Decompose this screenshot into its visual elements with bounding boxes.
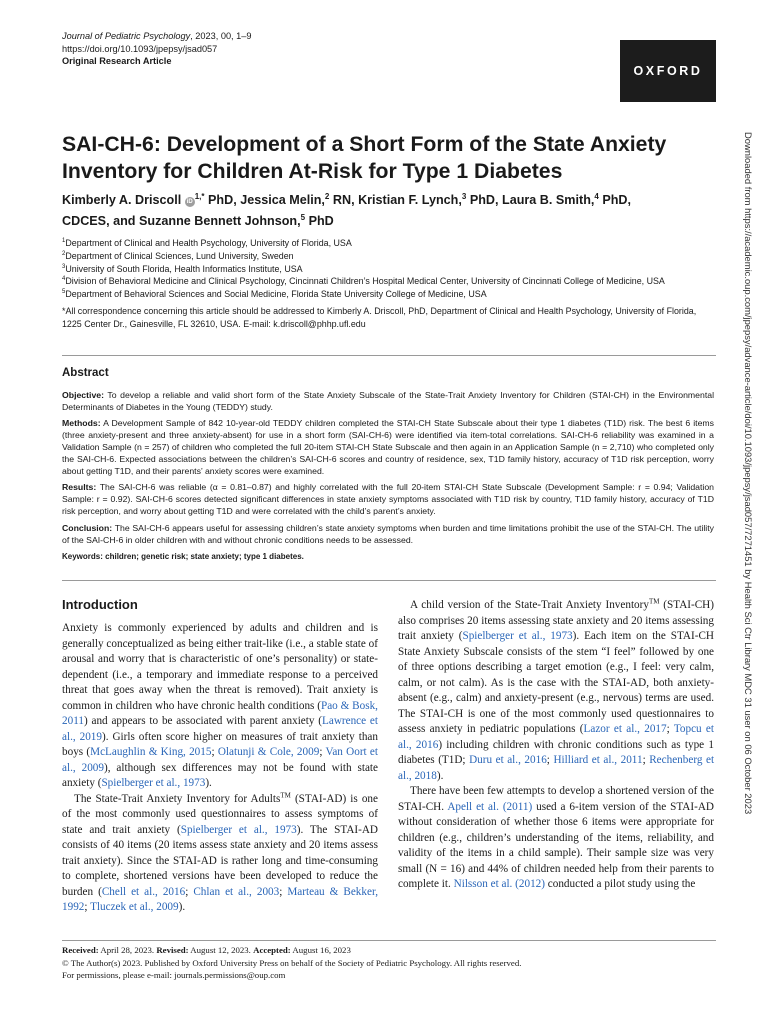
results-label: Results:: [62, 482, 97, 493]
affiliation-item: [62, 250, 712, 263]
author-degree: PhD,: [204, 193, 241, 207]
affiliation-number: 3: [62, 263, 66, 270]
citation-link[interactable]: Hilliard et al., 2011: [553, 754, 643, 766]
page-title: SAI-CH-6: Development of a Short Form of the State Anxiety Inventory for Children At-Risk for Type 1 Diabetes: [62, 133, 667, 183]
affiliation-text: University of South Florida, Health Informatics Institute, USA: [65, 263, 303, 274]
keywords-text: children; genetic risk; state anxiety; type 1 diabetes.: [102, 552, 304, 562]
objective-text: To develop a reliable and valid short form of the State Anxiety Subscale of the State-Trait Anxiety Inventory for Children (STAI-CH) in the Environmental Determinants of Diabetes in the Young (TEDDY) study.: [62, 389, 714, 412]
citation-link[interactable]: Lawrence et al., 2019: [62, 715, 378, 743]
author-name[interactable]: Suzanne Bennett Johnson,: [138, 214, 301, 228]
body-text: ;: [211, 746, 218, 758]
divider: [62, 580, 716, 581]
body-text: ;: [319, 746, 326, 758]
author-degree: RN,: [329, 193, 359, 207]
author-superscript: 4: [594, 191, 599, 201]
affiliation-number: 4: [62, 276, 66, 283]
affiliations: [62, 237, 712, 331]
author-superscript: 2: [324, 191, 330, 201]
citation-link[interactable]: Topcu et al., 2016: [398, 723, 714, 751]
citation-link[interactable]: Rechenberg et al., 2018: [398, 754, 715, 782]
received-date: April 28, 2023.: [98, 945, 157, 955]
citation-link[interactable]: Olatunji & Cole, 2009: [217, 746, 320, 758]
citation-link[interactable]: Nilsson et al. (2012): [453, 878, 545, 890]
divider: [62, 355, 716, 356]
body-text: (STAI-AD) is one of the most commonly used questionnaires to assess symptoms of state and trait anxiety (: [62, 792, 378, 836]
journal-citation: , 2023, 00, 1–9: [190, 31, 252, 41]
affiliation-item: [62, 237, 712, 250]
methods-label: Methods:: [62, 418, 101, 429]
abstract-objective: [62, 390, 714, 414]
results-text: The SAI-CH-6 was reliable (α = 0.81–0.87) and highly correlated with the full 20-item STAI-CH State Subscale (Development Sample: r = 0.94; Validation Sample: r = 0.92). SAI-CH-6 scores detected significant differences in state anxiety symptoms associated with T1D risk by country, T1D family history, accuracy of T1D risk perception, and worry about getting T1D and were correlated with the child’s parent’s anxiety.: [62, 482, 714, 516]
trademark-mark: TM: [280, 790, 291, 799]
citation-link[interactable]: McLaughlin & King, 2015: [90, 746, 212, 758]
affiliation-number: 5: [62, 289, 66, 296]
doi-link[interactable]: https://doi.org/10.1093/jpepsy/jsad057: [62, 43, 218, 54]
citation-link[interactable]: Chlan et al., 2003: [193, 885, 280, 898]
conclusion-text: The SAI-CH-6 appears useful for assessing children’s state anxiety symptoms when burden and time limitations prohibit the use of the STAI-CH. The utility of the SAI-CH-6 in older children with and without chronic conditions needs to be assessed.: [62, 522, 714, 545]
author-superscript: 3: [461, 191, 467, 201]
body-text: ) and appears to be associated with parent anxiety (: [83, 715, 323, 727]
body-text: ;: [642, 754, 650, 766]
permissions-line: For permissions, please e-mail: journals.permissions@oup.com: [62, 970, 286, 980]
body-text: ;: [279, 885, 288, 898]
accepted-date: August 16, 2023: [290, 945, 351, 955]
abstract-results: [62, 482, 714, 517]
affiliation-item: [62, 263, 712, 276]
paragraph: [62, 621, 378, 792]
section-heading-introduction: Introduction: [62, 597, 138, 612]
author-degree: CDCES, and: [62, 214, 139, 228]
author-degree: PhD,: [466, 193, 503, 207]
body-text: (STAI-CH) also comprises 20 items assessing state anxiety and 20 items assessing trait anxiety (: [398, 599, 714, 642]
body-text: conducted a pilot study using the: [544, 878, 696, 890]
revised-date: August 12, 2023.: [188, 945, 254, 955]
journal-header: [62, 30, 252, 68]
affiliation-text: Department of Clinical Sciences, Lund University, Sweden: [65, 250, 294, 261]
citation-link[interactable]: Spielberger et al., 1973: [462, 630, 573, 642]
orcid-icon[interactable]: iD: [186, 199, 193, 205]
paragraph: [398, 784, 714, 893]
author-degree: PhD,: [598, 193, 632, 207]
paragraph: [398, 598, 714, 784]
affiliation-item: [62, 275, 712, 288]
body-text: ). Girls often score higher on measures of trait anxiety than boys (: [62, 730, 378, 758]
citation-link[interactable]: Lazor et al., 2017: [583, 723, 667, 735]
body-text: Anxiety is commonly experienced by adults and children and is generally conceptualized as being either trait-like (i.e., a stable state of arousal and worry that is characteristic of one’s personality) or state-dependent (i.e., a temporary and immediate response to a perceived threat that goes away when the threat is removed). Trait anxiety is common in children who have chronic health conditions (: [62, 622, 378, 712]
body-text: ), although sex differences may not be found with state anxiety (: [62, 761, 379, 789]
body-text: ).: [178, 901, 186, 913]
body-text: ). Each item on the STAI-CH State Anxiety Subscale consists of the stem “I feel” followed by one of three options describing a target emotion (e.g., I feel: very calm, calm, or not calm). As is the case with the STAI-AD, both anxiety-absent (e.g., calm) and anxiety-present (e.g., nervous) terms are used. The STAI-CH is one of the most commonly used questionnaires to assess anxiety in pediatric populations (: [398, 630, 714, 735]
author-degree: PhD: [305, 214, 334, 228]
affiliation-item: [62, 288, 712, 301]
affiliation-text: Department of Behavioral Sciences and Social Medicine, Florida State University College of Medicine, USA: [65, 289, 487, 300]
affiliation-text: Division of Behavioral Medicine and Clinical Psychology, Cincinnati Children’s Hospital Medical Center, University of Cincinnati College of Medicine, USA: [65, 276, 665, 287]
methods-text: A Development Sample of 842 10-year-old TEDDY children completed the STAI-CH State Subscale about their type 1 diabetes (T1D) risk. The best 6 items (three anxiety-present and three anxiety-absent) for use in a short form (SAI-CH-6) were identified via item-total correlations. SAI-CH-6 reliability was examined in a Validation Sample (n = 257) of children who completed the full 20-item STAI-CH State Subscale and then again in an Application Sample (n = 2,710) who completed only the SAI-CH-6. Expected associations between the children’s SAI-CH-6 scores and country of residence, sex, T1D family history, accuracy of T1D risk perception, worry about getting T1D, and their parents’ anxiety scores were examined.: [62, 418, 714, 476]
download-watermark: [740, 132, 756, 992]
citation-link[interactable]: Chell et al., 2016: [101, 885, 186, 898]
journal-name: Journal of Pediatric Psychology: [62, 31, 191, 41]
revised-label: Revised:: [156, 945, 189, 955]
author-name[interactable]: Kristian F. Lynch,: [358, 193, 462, 207]
citation-link[interactable]: Spielberger et al., 1973: [180, 823, 297, 836]
objective-label: Objective:: [62, 389, 105, 400]
citation-link[interactable]: Duru et al., 2016: [469, 754, 547, 766]
body-text: used a 6-item version of the STAI-AD without consideration of whether those 6 items were appropriate for children (e.g., children’s understanding of the items, reliability, and validity of the items in a child sample). Their sample size was very small (N = 16) and 44% of children needed help from their parents to complete it.: [398, 800, 714, 890]
article-footnotes: [62, 944, 714, 982]
citation-link[interactable]: Marteau & Bekker, 1992: [62, 885, 379, 913]
oxford-logo: OXFORD: [620, 40, 716, 102]
author-superscript: 1,*: [194, 191, 205, 201]
abstract-heading: Abstract: [62, 367, 109, 379]
body-text: ) including children with chronic conditions such as type 1 diabetes (T1D;: [398, 738, 715, 766]
author-name[interactable]: Kimberly A. Driscoll: [62, 193, 182, 207]
received-label: Received:: [62, 945, 99, 955]
accepted-label: Accepted:: [253, 945, 291, 955]
affiliation-number: 1: [62, 238, 66, 245]
body-text: There have been few attempts to develop a shortened version of the STAI-CH.: [398, 785, 714, 813]
citation-link[interactable]: Tluczek et al., 2009: [90, 901, 179, 913]
affiliation-number: 2: [62, 250, 66, 257]
paragraph: [62, 792, 378, 916]
trademark-mark: TM: [648, 597, 660, 606]
dates-line: [62, 944, 714, 957]
body-column-left: [62, 597, 378, 916]
copyright-line: © The Author(s) 2023. Published by Oxford University Press on behalf of the Society of Pediatric Psychology. All rights reserved.: [62, 957, 522, 968]
citation-link[interactable]: Van Oort et al., 2009: [62, 746, 378, 774]
author-superscript: 5: [300, 212, 306, 222]
body-text: ;: [546, 754, 554, 766]
body-text: ;: [666, 723, 674, 735]
citation-link[interactable]: Apell et al. (2011): [447, 800, 533, 813]
body-text: The State-Trait Anxiety Inventory for Adults: [74, 792, 281, 805]
body-text: A child version of the State-Trait Anxiety Inventory: [410, 599, 649, 611]
divider: [62, 940, 716, 941]
download-watermark-text: Downloaded from https://academic.oup.com/jpepsy/advance-article/doi/10.1093/jpepsy/jsad057/7271451 by Health Sci Ctr Library MDC 31 user on 06 October 2023: [743, 132, 754, 815]
article-type: Original Research Article: [62, 56, 172, 66]
citation-link[interactable]: Pao & Bosk, 2011: [62, 699, 378, 727]
author-name[interactable]: Laura B. Smith,: [502, 193, 595, 207]
body-text: ;: [84, 901, 91, 913]
body-text: ;: [185, 885, 194, 898]
author-list: [62, 190, 712, 232]
body-text: ). The STAI-AD consists of 40 items (20 items assess state anxiety and 20 items assess trait anxiety). Since the STAI-AD is rather long and time-consuming to complete, shortened versions have been developed to reduce the burden (: [62, 823, 379, 898]
keywords: [62, 551, 714, 563]
abstract-methods: [62, 418, 714, 477]
conclusion-label: Conclusion:: [62, 522, 113, 533]
body-column-right: [398, 598, 714, 893]
body-text: ).: [436, 769, 444, 782]
author-name[interactable]: Jessica Melin,: [240, 193, 325, 207]
abstract-conclusion: [62, 523, 714, 547]
affiliation-text: Department of Clinical and Health Psychology, University of Florida, USA: [65, 238, 352, 248]
correspondence-note: *All correspondence concerning this article should be addressed to Kimberly A. Driscoll, PhD, Department of Clinical and Health Psychology, University of Florida, 1225 Center Dr., Gainesville, FL 32610, USA. E-mail: k.driscoll@phhp.ufl.edu: [62, 305, 697, 329]
citation-link[interactable]: Spielberger et al., 1973: [101, 777, 206, 789]
body-text: ).: [205, 777, 212, 789]
keywords-label: Keywords:: [62, 552, 103, 562]
abstract: [62, 368, 714, 568]
